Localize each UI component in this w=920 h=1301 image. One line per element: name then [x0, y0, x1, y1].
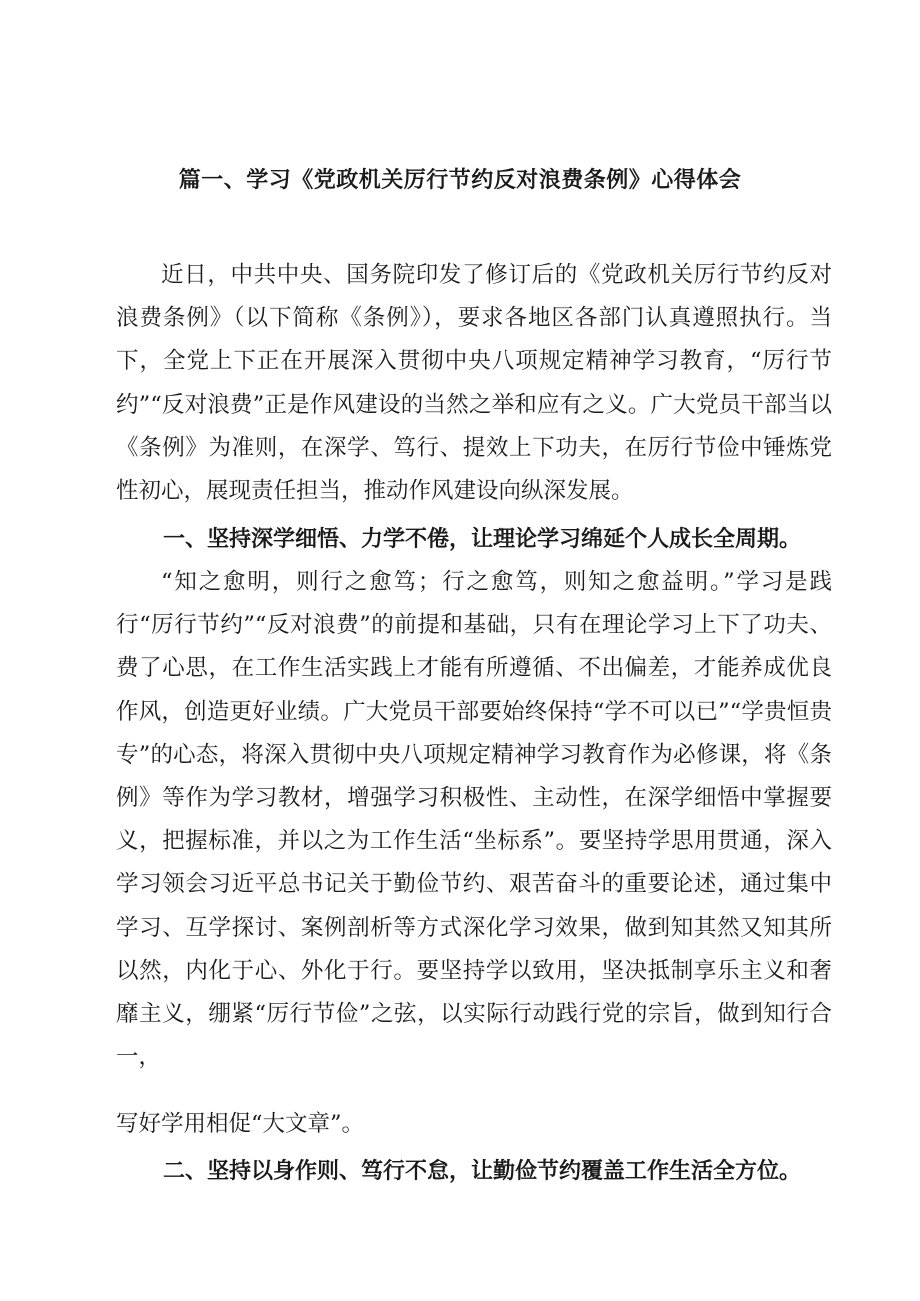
section-1-paragraph-continued: 写好学用相促“大文章”。 [116, 1111, 365, 1137]
intro-paragraph: 近日，中共中央、国务院印发了修订后的《党政机关厉行节约反对浪费条例》（以下简称《条例》），要求各地区各部门认真遵照执行。当下，全党上下正在开展深入贯彻中央八项规定精神学习教育，“厉行节约”“反对浪费”正是作风建设的当然之举和应有之义。广大党员干部当以《条例》为准则，在深学、笃行、提效上下功夫，在厉行节俭中锤炼党性初心，展现责任担当，推动作风建设向纵深发展。 [116, 262, 832, 505]
section-1-paragraph: “知之愈明，则行之愈笃；行之愈笃，则知之愈益明。”学习是践行“厉行节约”“反对浪费”的前提和基础，只有在理论学习上下了功夫、费了心思，在工作生活实践上才能有所遵循、不出偏差，才能养成优良作风，创造更好业绩。广大党员干部要始终保持“学不可以已”“学贵恒贵专”的心态，将深入贯彻中央八项规定精神学习教育作为必修课，将《条例》等作为学习教材，增强学习积极性、主动性，在深学细悟中掌握要义，把握标准，并以之为工作生活“坐标系”。要坚持学思用贯通，深入学习领会习近平总书记关于勤俭节约、艰苦奋斗的重要论述，通过集中学习、互学探讨、案例剖析等方式深化学习效果，做到知其然又知其所以然，内化于心、外化于行。要坚持学以致用，坚决抵制享乐主义和奢靡主义，绷紧“厉行节俭”之弦，以实际行动践行党的宗旨，做到知行合一， [116, 569, 832, 1071]
section-2-heading: 二、坚持以身作则、笃行不怠，让勤俭节约覆盖工作生活全方位。 [163, 1159, 802, 1184]
document-title: 篇一、学习《党政机关厉行节约反对浪费条例》心得体会 [178, 168, 742, 193]
section-1-heading: 一、坚持深学细悟、力学不倦，让理论学习绵延个人成长全周期。 [163, 527, 802, 552]
